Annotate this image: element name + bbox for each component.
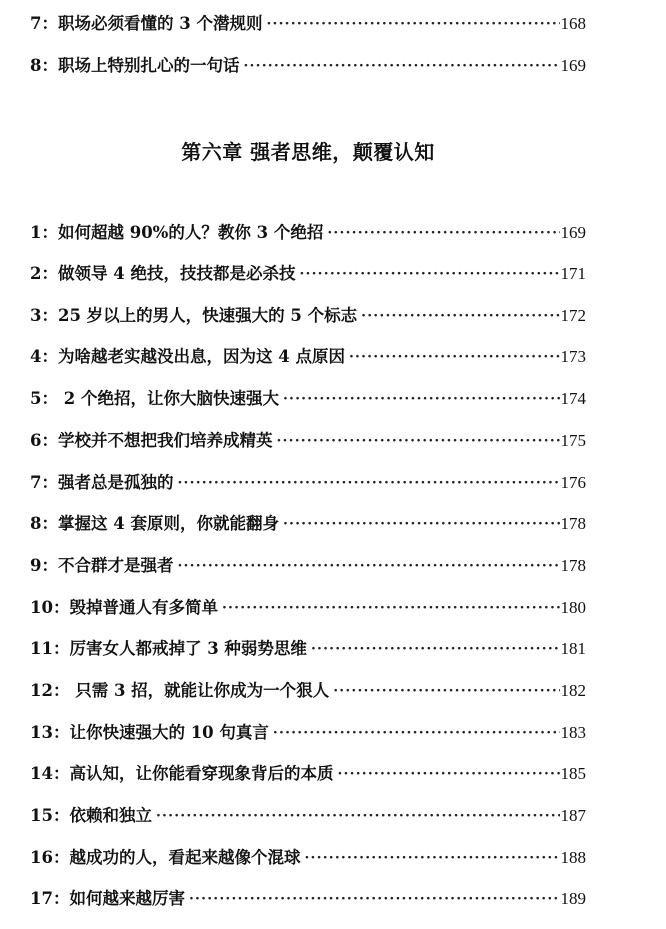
toc-entry-page: 173 [560, 347, 586, 366]
toc-entry-page: 172 [560, 306, 586, 325]
toc-leader-dots [177, 556, 559, 578]
toc-entry-page: 181 [560, 639, 586, 658]
toc-entry-title: 7：强者总是孤独的 [30, 473, 174, 492]
toc-leader-dots [156, 806, 560, 828]
toc-leader-dots [337, 764, 559, 786]
toc-entry-page: 178 [560, 556, 586, 575]
toc-entry-page: 175 [560, 431, 586, 450]
toc-entry [30, 846, 586, 870]
toc-entry-title: 1：如何超越 90%的人？教你 3 个绝招 [30, 223, 324, 242]
toc-leader-dots [299, 264, 559, 286]
toc-leader-dots [177, 473, 559, 495]
toc-entry-page: 176 [560, 473, 586, 492]
toc-entry [30, 512, 586, 536]
toc-entry-title: 13：让你快速强大的 10 句真言 [30, 723, 269, 742]
toc-entry [30, 804, 586, 828]
toc-entry [30, 345, 586, 369]
toc-entry-page: 169 [560, 56, 586, 75]
toc-entry-page: 182 [560, 681, 586, 700]
toc-leader-dots [266, 14, 559, 36]
toc-leader-dots [243, 56, 559, 78]
toc-leader-dots [276, 431, 559, 453]
toc-entry-title: 14：高认知，让你能看穿现象背后的本质 [30, 764, 334, 783]
toc-entry [30, 429, 586, 453]
toc-entry-title: 5： 2 个绝招，让你大脑快速强大 [30, 389, 279, 408]
toc-entry [30, 762, 586, 786]
toc-entry-page: 171 [560, 264, 586, 283]
toc-entry [30, 221, 586, 245]
toc-entry-title: 7：职场必须看懂的 3 个潜规则 [30, 14, 263, 33]
toc-leader-dots [189, 889, 560, 911]
toc-leader-dots [222, 598, 560, 620]
toc-entry [30, 12, 586, 36]
toc-entry-title: 9：不合群才是强者 [30, 556, 174, 575]
toc-entry-title: 3：25 岁以上的男人，快速强大的 5 个标志 [30, 306, 358, 325]
toc-entry-page: 169 [560, 223, 586, 242]
toc-leader-dots [333, 681, 559, 703]
toc-entry-page: 187 [560, 806, 586, 825]
toc-entry-title: 12： 只需 3 招，就能让你成为一个狠人 [30, 681, 330, 700]
toc-entry-page: 189 [560, 889, 586, 908]
toc-leader-dots [283, 389, 560, 411]
toc-entry-title: 15：依赖和独立 [30, 806, 152, 825]
toc-entry [30, 554, 586, 578]
toc-entry-title: 8：掌握这 4 套原则，你就能翻身 [30, 514, 279, 533]
toc-entry-title: 16：越成功的人，看起来越像个混球 [30, 848, 301, 867]
toc-entry [30, 54, 586, 78]
toc-entry-title: 6：学校并不想把我们培养成精英 [30, 431, 273, 450]
toc-leader-dots [311, 639, 560, 661]
toc-entry-page: 174 [560, 389, 586, 408]
toc-entry [30, 721, 586, 745]
toc-entry-page: 180 [560, 598, 586, 617]
toc-entry [30, 887, 586, 911]
toc-entry-page: 188 [560, 848, 586, 867]
toc-entry [30, 262, 586, 286]
toc-entry [30, 637, 586, 661]
toc-entry-page: 168 [560, 14, 586, 33]
toc-entry-page: 185 [560, 764, 586, 783]
chapter-title: 第六章 强者思维，颠覆认知 [181, 140, 435, 164]
toc-leader-dots [349, 347, 560, 369]
toc-entry-title: 4：为啥越老实越没出息，因为这 4 点原因 [30, 347, 345, 366]
toc-entry [30, 596, 586, 620]
toc-leader-dots [283, 514, 560, 536]
toc-entry-page: 178 [560, 514, 586, 533]
toc-entry-page: 183 [560, 723, 586, 742]
toc-entry [30, 387, 586, 411]
toc-leader-dots [327, 223, 559, 245]
toc-leader-dots [273, 723, 560, 745]
toc-entry-title: 10：毁掉普通人有多简单 [30, 598, 218, 617]
toc-entry-title: 2：做领导 4 绝技，技技都是必杀技 [30, 264, 296, 283]
toc-leader-dots [361, 306, 559, 328]
toc-entry [30, 471, 586, 495]
toc-entry-title: 17：如何越来越厉害 [30, 889, 185, 908]
toc-entry-title: 8：职场上特别扎心的一句话 [30, 56, 240, 75]
toc-leader-dots [304, 848, 559, 870]
toc-entry [30, 679, 586, 703]
toc-entry [30, 304, 586, 328]
toc-entry-title: 11：厉害女人都戒掉了 3 种弱势思维 [30, 639, 307, 658]
